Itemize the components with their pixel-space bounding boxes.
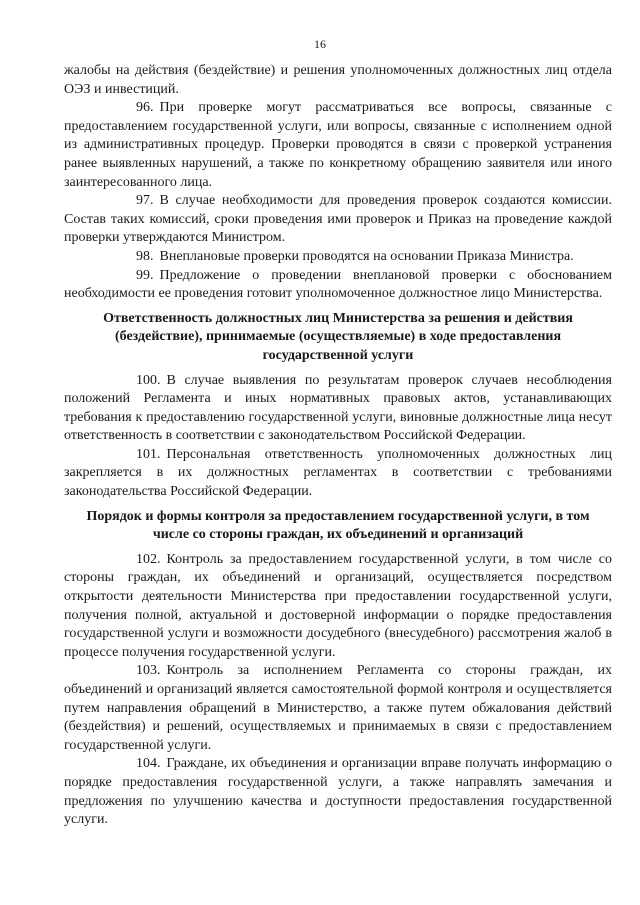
paragraph-text: Контроль за исполнением Регламента со стороны граждан, их объединений и организаций является самостоятельной формой контроля и осуществляется путем направления обращений в Министерство, а также путем обжалования действий (бездействия) и решений, осуществляемых и принимаемых в связи с предоставлением государственной услуги. <box>64 663 612 753</box>
paragraph-number: 103. <box>136 663 161 679</box>
paragraph-number: 99. <box>136 267 154 283</box>
paragraph-101 <box>64 446 612 502</box>
intro-paragraph: жалобы на действия (бездействие) и решения уполномоченных должностных лиц отдела ОЭЗ и инвестиций. <box>64 63 612 97</box>
section-heading-responsibility: Ответственность должностных лиц Министерства за решения и действия (бездействие), принимаемые (осуществляемые) в ходе предоставления государственной услуги <box>103 310 573 363</box>
paragraph-102 <box>64 551 612 663</box>
paragraph-number: 100. <box>136 372 161 388</box>
page-number: 16 <box>314 37 326 51</box>
paragraph-text: В случае выявления по результатам проверок случаев несоблюдения положений Регламента и иных нормативных правовых актов, устанавливающих требования к предоставлению государственной услуги, виновные должностные лица несут ответственность в соответствии с законодательством Российской Федерации. <box>64 372 612 444</box>
paragraph-text: При проверке могут рассматриваться все вопросы, связанные с предоставлением государственной услуги, или вопросы, связанные с исполнением одной из административных процедур. Проверки проводятся в связи с проверкой устранения ранее выявленных нарушений, а также по конкретному обращению заявителя или иного заинтересованного лица. <box>64 100 612 190</box>
paragraph-104 <box>64 755 612 829</box>
paragraph-number: 98. <box>136 248 154 264</box>
paragraph-103 <box>64 662 612 755</box>
paragraph-number: 101. <box>136 446 161 462</box>
paragraph-text: В случае необходимости для проведения проверок создаются комиссии. Состав таких комиссий, сроки проведения ими проверок и Приказ на проведение каждой проверки утверждаются Министром. <box>64 193 612 246</box>
paragraph-number: 97. <box>136 193 154 209</box>
paragraph-96 <box>64 99 612 192</box>
paragraph-text: Предложение о проведении внеплановой проверки с обоснованием необходимости ее проведения готовит уполномоченное должностное лицо Министерства. <box>64 267 612 302</box>
paragraph-text: Граждане, их объединения и организации вправе получать информацию о порядке предоставления государственной услуги, а также направлять замечания и предложения по улучшению качества и доступности предоставления государственной услуги. <box>64 756 612 828</box>
paragraph-100 <box>64 372 612 446</box>
paragraph-number: 102. <box>136 551 161 567</box>
paragraph-text: Персональная ответственность уполномоченных должностных лиц закрепляется в их должностных регламентах в соответствии с требованиями законодательства Российской Федерации. <box>64 446 612 500</box>
section-heading-control: Порядок и формы контроля за предоставлением государственной услуги, в том числе со стороны граждан, их объединений и организаций <box>86 508 590 543</box>
page-content <box>64 62 612 830</box>
paragraph-99 <box>64 267 612 304</box>
paragraph-number: 96. <box>136 100 154 116</box>
paragraph-97 <box>64 192 612 248</box>
paragraph-number: 104. <box>136 756 161 772</box>
paragraph-text: Контроль за предоставлением государственной услуги, в том числе со стороны граждан, их объединений и организаций, осуществляется посредством открытости деятельности Министерства при предоставлении государственной услуги, получения полной, актуальной и достоверной информации о порядке предоставления государственной услуги и возможности досудебного (внесудебного) рассмотрения жалоб в процессе получения государственной услуги. <box>64 551 612 660</box>
paragraph-98 <box>64 248 612 267</box>
paragraph-text: Внеплановые проверки проводятся на основании Приказа Министра. <box>159 248 574 264</box>
